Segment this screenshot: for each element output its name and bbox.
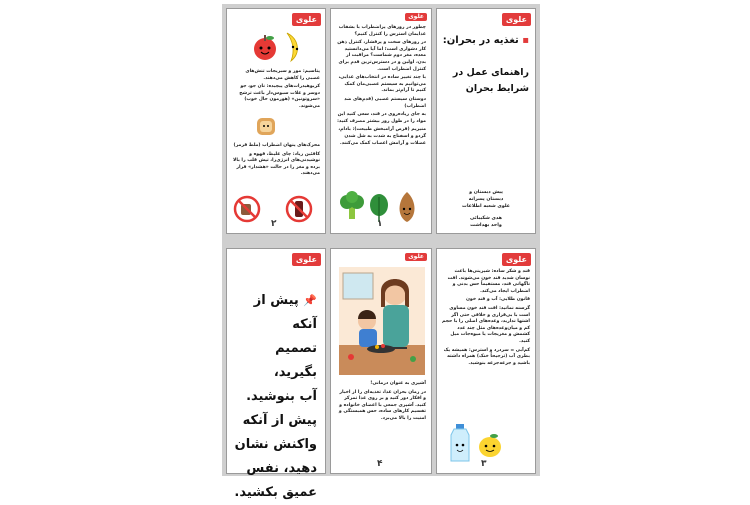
paragraph: کم‌آبی = سردرد و استرس: همیشه یک بطری آب (ترجیحاً خنک) همراه داشته باشید و جرعه‌جرعه بنوشید. [443,347,530,366]
section-heading: قانون طلایی: آب و قند خون [466,297,530,303]
cover-title: ▪ تغذیه در بحران: [442,35,529,46]
panel-cooking-text [336,381,426,425]
brand-badge: علوی [502,13,531,26]
brand-badge: علوی [405,253,427,261]
pin-icon: ▪ [522,35,529,46]
pin-icon: 📌 [303,294,317,307]
cover-authors: هدی شکیبائی واحد بهداشت [469,216,503,228]
section-heading: دوستان سیستم عصبی (قدم‌های ضد اضطراب) [344,96,426,109]
section-heading: محرک‌های پنهان اضطراب (ملط قرمز) [233,143,320,148]
page-number: ۳ [481,459,487,469]
mother-child-cooking-image [339,267,425,375]
brochure-sheet [222,4,540,500]
brand-badge: علوی [502,253,531,266]
almond-icon [395,191,419,223]
banana-icon [281,31,303,63]
toast-icon [255,115,277,137]
panel-cover [436,8,536,234]
paragraph: کافئین زیاد: چای غلیظ، قهوه و نوشیدنی‌های انرژی‌زا، تپش قلب را بالا برده و مغز را در حالت «هشدار» قرار می‌دهند. [232,151,320,177]
panel-stress-food [330,8,432,234]
paragraph: در روزهای سخت و پرفشار، کنترل ذهن کار دشواری است؛ اما آیا می‌دانستید معده، مغز دوم شماست؟ مراقبت از بدن، اولین و در دسترس‌ترین قدم برای کنترل اضطراب است. [337,40,426,72]
paragraph: با چند تغییر ساده در انتخاب‌های غذایی، می‌توانیم به سیستم عصبی‌مان کمک کنیم تا آرام‌تر بماند. [338,75,426,94]
brand-badge: علوی [405,13,427,21]
panel-fruits-text-b [232,143,320,180]
page-number: ۴ [377,459,383,469]
lemon-icon [477,433,503,459]
panel-cooking [330,248,432,474]
paragraph: گرسنه نمانید: افت قند خون مساوی است با بی‌قراری و خلاقی حتی اگر اشتها ندارید، وعده‌های اصلی را با حجم کم و میان‌وعده‌های مثل چند عدد کشمش و مغزیجات یا میوه‌جات میل کنید. [442,305,530,344]
panel-stress-text [336,25,426,149]
cover-info: پیش دبستان و دبستان پسرانه علوی شعبه اطلاعات [462,190,510,209]
no-coffee-icon [233,195,261,223]
paragraph: به جای زیاده‌روی در قند، سعی کنید این مواد را در طول روز بیشتر مصرف کنید: [337,112,426,124]
section-heading: آشپزی به عنوان درمانی! [370,381,426,386]
no-soda-icon [285,195,313,223]
page-number: ۱ [377,219,383,229]
panel-sugar-water [436,248,536,474]
page-number: ۲ [271,219,277,229]
cover-subtitle: راهنمای عمل در شرایط بحران [452,67,529,94]
paragraph: در زمان بحران غذا، تغذیه‌ای را از اخبار و افکار دور کنید و بر روی غذا تمرکز کنید. آشپزی جمعی با اعضای خانواده و تقسیم کارهای ساده، حس همبستگی و امنیت را بالا می‌برد. [338,389,426,421]
brand-badge: علوی [292,13,321,26]
brand-badge: علوی [292,253,321,266]
paragraph: پتاسیم: موز و سبزیجات تنش‌های عصبی را کاهش می‌دهند. [245,69,320,81]
panel-fruits [226,8,326,234]
paragraph: چطور در روزهای پراضطراب با بشقاب غذایمان استرس را کنترل کنیم؟ [338,25,426,37]
panel-sugar-text [442,269,530,369]
water-bottle-icon [447,423,473,463]
paragraph: منیزیم (قرص آرامبخش طبیعت): بادام، گردو و اسفناج به شدت به شل شدن عضلات و آرامش اعصاب کمک می‌کنند. [338,127,426,146]
paragraph: قند و شکر ساده: شیرینی‌ها باعث نوسان شدید قند خون می‌شوند. افت ناگهانی قند، مستقیماً حس بدنی و اضطراب ایجاد می‌کند. [447,269,530,294]
apple-icon [251,33,279,61]
broccoli-icon [339,191,365,221]
panel-fruits-text-a [232,69,320,113]
paragraph: کربوهیدرات‌های پیچیده: نان جو، جو دوسر و غلات سبوس‌دار باعث ترشح «سروتونین» (هورمون حال خوب) می‌شوند. [239,84,320,109]
quote-text: 📌 پیش از آنکه تصمیم بگیرید، آب بنوشید. پیش از آنکه واکنش نشان دهید، نفس عمیق بکشید. [234,293,317,500]
panel-quote [226,248,326,500]
